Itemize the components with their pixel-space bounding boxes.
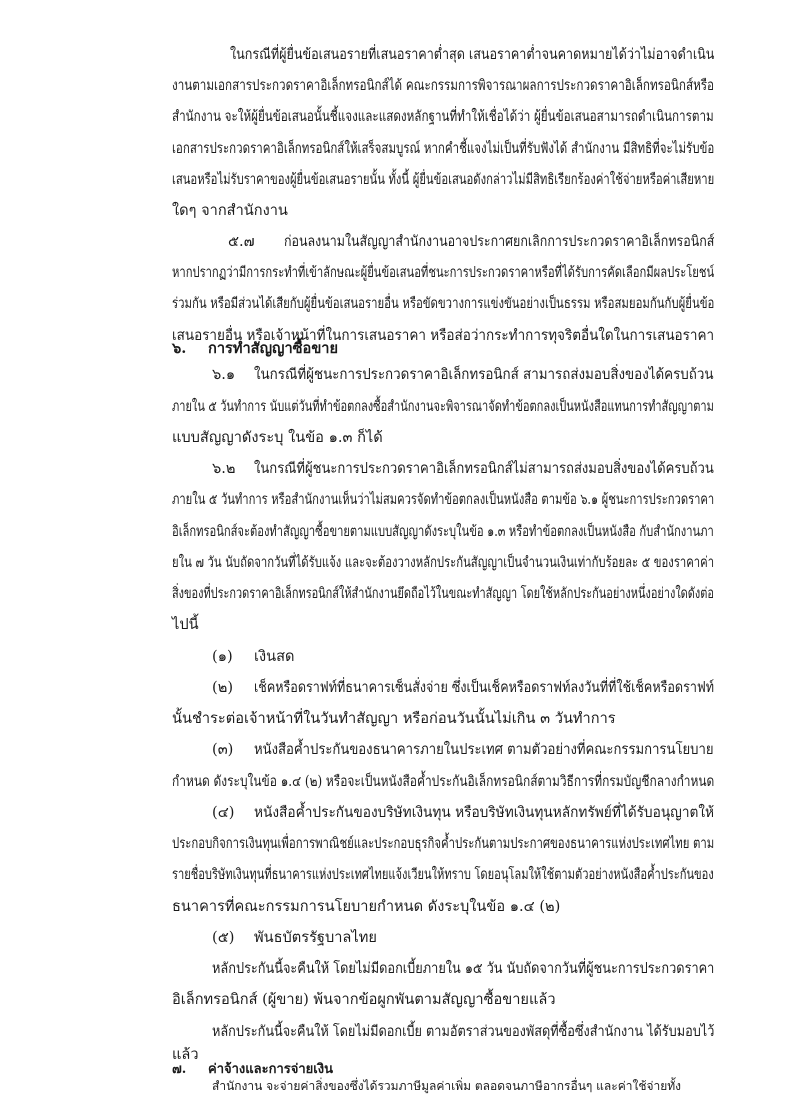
section-6-1-line-1: ในกรณีที่ผู้ชนะการประกวดราคาอิเล็กทรอนิกส์ สามารถส่งมอบสิ่งของได้ครบถ้วน: [254, 366, 714, 383]
guarantee-1-line-2: อิเล็กทรอนิกส์ (ผู้ขาย) พ้นจากข้อผูกพันตามสัญญาซื้อขายแล้ว: [172, 991, 556, 1008]
item-3-line-1: หนังสือค้ำประกันของธนาคารภายในประเทศ ตามตัวอย่างที่คณะกรรมการนโยบาย: [254, 741, 714, 758]
section-5-7-number: ๕.๗: [228, 233, 255, 250]
section-6-2-line-5: สิ่งของที่ประกวดราคาอิเล็กทรอนิกส์ให้สำนักงานยึดถือไว้ในขณะทำสัญญา โดยใช้หลักประกันอย่างหนึ่งอย่างใดดังต่อ: [172, 585, 714, 602]
item-1-number: (๑): [212, 648, 233, 665]
paragraph-1-line-5: เสนอหรือไม่รับราคาของผู้ยื่นข้อเสนอรายนั้น ทั้งนี้ ผู้ยื่นข้อเสนอดังกล่าวไม่มีสิทธิเรียกร้องค่าใช้จ่ายหรือค่าเสียหาย: [172, 171, 715, 188]
paragraph-1-line-3: สำนักงาน จะให้ผู้ยื่นข้อเสนอนั้นชี้แจงและแสดงหลักฐานที่ทำให้เชื่อได้ว่า ผู้ยื่นข้อเสนอสามารถดำเนินการตาม: [172, 108, 714, 125]
section-5-7-line-1: ก่อนลงนามในสัญญาสำนักงานอาจประกาศยกเลิกการประกวดราคาอิเล็กทรอนิกส์: [284, 233, 715, 250]
section-5-7-line-2: หากปรากฏว่ามีการกระทำที่เข้าลักษณะผู้ยื่นข้อเสนอที่ชนะการประกวดราคาหรือที่ได้รับการคัดเลือกมีผลประโยชน์: [172, 264, 715, 281]
section-6-2-line-3: อิเล็กทรอนิกส์จะต้องทำสัญญาซื้อขายตามแบบสัญญาดังระบุในข้อ ๑.๓ หรือทำข้อตกลงเป็นหนังสือ กับสำนักงานภา: [172, 523, 714, 540]
paragraph-1-line-6: ใดๆ จากสำนักงาน: [172, 202, 288, 219]
item-2-number: (๒): [212, 679, 234, 696]
guarantee-2-line-2: แล้ว: [172, 1046, 199, 1063]
item-5-number: (๕): [212, 929, 235, 946]
section-6-1-line-2: ภายใน ๕ วันทำการ นับแต่วันที่ทำข้อตกลงซื้อสำนักงานจะพิจารณาจัดทำข้อตกลงเป็นหนังสือแทนการทำสัญญาตาม: [172, 398, 714, 415]
section-6-title: การทำสัญญาซื้อขาย: [208, 340, 339, 357]
item-2-line-1: เช็คหรือดราฟท์ที่ธนาคารเซ็นสั่งจ่าย ซึ่งเป็นเช็คหรือดราฟท์ลงวันที่ที่ใช้เช็คหรือดราฟท์: [254, 679, 715, 696]
section-6-2-line-4: ยใน ๗ วัน นับถัดจากวันที่ได้รับแจ้ง และจะต้องวางหลักประกันสัญญาเป็นจำนวนเงินเท่ากับร้อยละ ๕ ของราคาค่า: [172, 554, 715, 571]
item-4-line-3: รายชื่อบริษัทเงินทุนที่ธนาคารแห่งประเทศไทยแจ้งเวียนให้ทราบ โดยอนุโลมให้ใช้ตามตัวอย่างหนังสือค้ำประกันของ: [172, 866, 714, 883]
paragraph-1-line-2: งานตามเอกสารประกวดราคาอิเล็กทรอนิกส์ได้ คณะกรรมการพิจารณาผลการประกวดราคาอิเล็กทรอนิกส์หรือ: [172, 77, 715, 94]
item-4-line-2: ประกอบกิจการเงินทุนเพื่อการพาณิชย์และประกอบธุรกิจค้ำประกันตามประกาศของธนาคารแห่งประเทศไทย ตาม: [172, 835, 715, 852]
item-2-line-2: นั้นชำระต่อเจ้าหน้าที่ในวันทำสัญญา หรือก่อนวันนั้นไม่เกิน ๓ วันทำการ: [172, 710, 616, 727]
section-6-2-line-6: ไปนี้: [172, 616, 199, 633]
section-6-number: ๖.: [172, 340, 187, 357]
item-4-line-1: หนังสือค้ำประกันของบริษัทเงินทุน หรือบริษัทเงินทุนหลักทรัพย์ที่ได้รับอนุญาตให้: [254, 804, 715, 821]
section-6-1-number: ๖.๑: [212, 366, 236, 383]
paragraph-1-line-4: เอกสารประกวดราคาอิเล็กทรอนิกส์ให้เสร็จสมบูรณ์ หากคำชี้แจงไม่เป็นที่รับฟังได้ สำนักงาน มีสิทธิที่จะไม่รับข้อ: [172, 140, 715, 157]
item-5-line-1: พันธบัตรรัฐบาลไทย: [254, 929, 377, 946]
section-7-title: ค่าจ้างและการจ่ายเงิน: [208, 1062, 333, 1077]
section-5-7-line-4: เสนอรายอื่น หรือเจ้าหน้าที่ในการเสนอราคา หรือส่อว่ากระทำการทุจริตอื่นใดในการเสนอราคา: [172, 327, 715, 344]
item-4-number: (๔): [212, 804, 235, 821]
section-6-1-line-3: แบบสัญญาดังระบุ ในข้อ ๑.๓ ก็ได้: [172, 429, 383, 446]
section-6-2-line-1: ในกรณีที่ผู้ชนะการประกวดราคาอิเล็กทรอนิกส์ไม่สามารถส่งมอบสิ่งของได้ครบถ้วน: [254, 460, 714, 477]
section-5-7-line-3: ร่วมกัน หรือมีส่วนได้เสียกับผู้ยื่นข้อเสนอรายอื่น หรือขัดขวางการแข่งขันอย่างเป็นธรรม หรือสมยอมกันกับผู้ยื่นข้อ: [172, 295, 715, 312]
item-3-number: (๓): [212, 741, 234, 758]
item-1-line-1: เงินสด: [254, 648, 295, 665]
item-4-line-4: ธนาคารที่คณะกรรมการนโยบายกำหนด ดังระบุในข้อ ๑.๔ (๒): [172, 898, 561, 915]
section-7-line-1: สำนักงาน จะจ่ายค่าสิ่งของซึ่งได้รวมภาษีมูลค่าเพิ่ม ตลอดจนภาษีอากรอื่นๆ และค่าใช้จ่ายทั้ง: [212, 1079, 682, 1093]
item-3-line-2: กำหนด ดังระบุในข้อ ๑.๔ (๒) หรือจะเป็นหนังสือค้ำประกันอิเล็กทรอนิกส์ตามวิธีการที่กรมบัญชีกลางกำหนด: [172, 773, 715, 790]
guarantee-1-line-1: หลักประกันนี้จะคืนให้ โดยไม่มีดอกเบี้ยภายใน ๑๕ วัน นับถัดจากวันที่ผู้ชนะการประกวดราคา: [212, 960, 715, 977]
guarantee-2-line-1: หลักประกันนี้จะคืนให้ โดยไม่มีดอกเบี้ย ตามอัตราส่วนของพัสดุที่ซื้อซึ่งสำนักงาน ได้รับมอบไว้: [212, 1023, 715, 1040]
paragraph-1-line-1: ในกรณีที่ผู้ยื่นข้อเสนอรายที่เสนอราคาต่ำสุด เสนอราคาต่ำจนคาดหมายได้ว่าไม่อาจดำเนิน: [230, 46, 715, 63]
section-7-number: ๗.: [172, 1062, 187, 1077]
section-6-2-number: ๖.๒: [212, 460, 236, 477]
section-6-2-line-2: ภายใน ๕ วันทำการ หรือสำนักงานเห็นว่าไม่สมควรจัดทำข้อตกลงเป็นหนังสือ ตามข้อ ๖.๑ ผู้ชนะการประกวดราคา: [172, 491, 715, 508]
